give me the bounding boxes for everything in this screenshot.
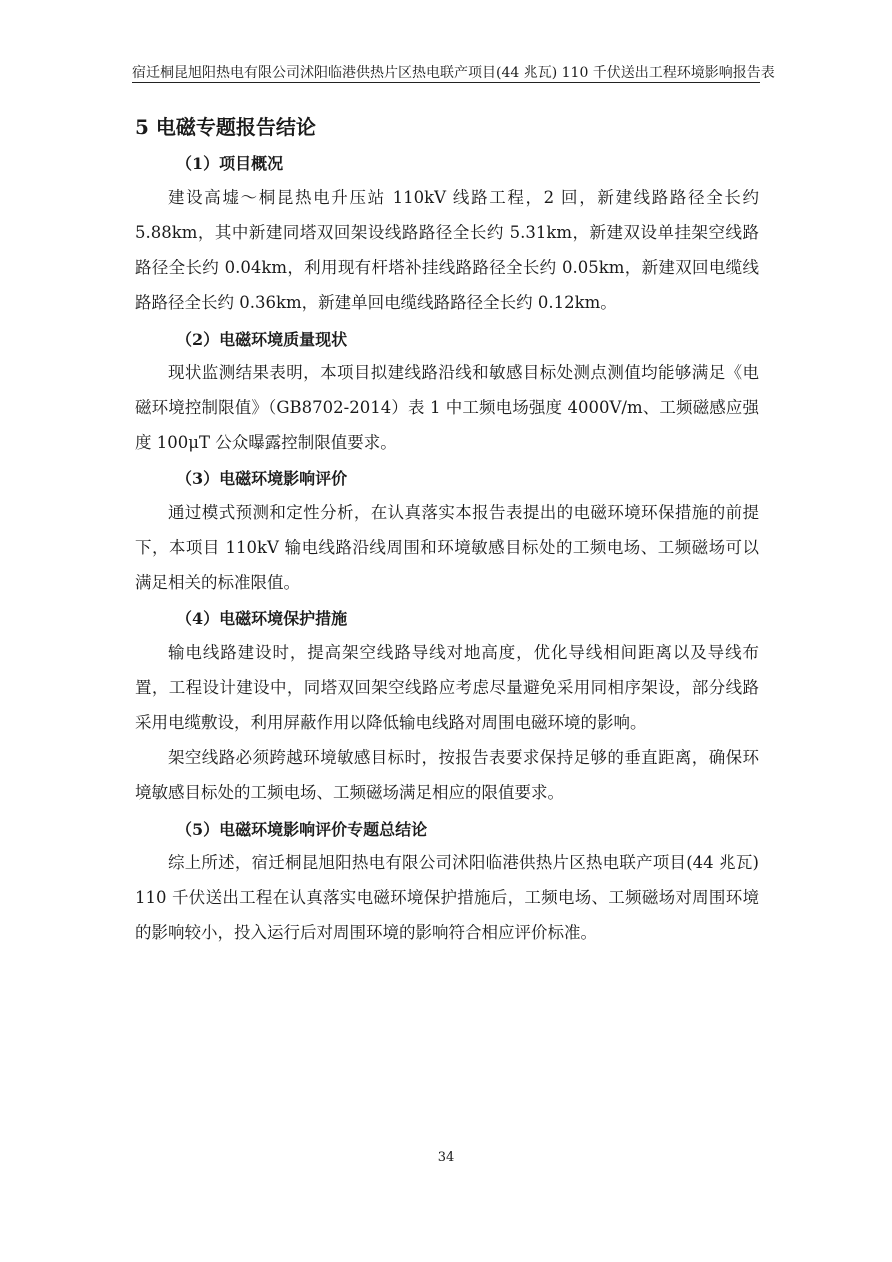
running-header: 宿迁桐昆旭阳热电有限公司沭阳临港供热片区热电联产项目(44 兆瓦) 110 千伏送出工程环境影响报告表 (132, 65, 775, 81)
subsection-heading-project-overview: （1）项目概况 (176, 154, 284, 173)
subsection-heading-overall-conclusion: （5）电磁环境影响评价专题总结论 (176, 820, 428, 839)
paragraph-protection-measures-2: 架空线路必须跨越环境敏感目标时，按报告表要求保持足够的垂直距离，确保环境敏感目标处的工频电场、工频磁场满足相应的限值要求。 (135, 748, 759, 802)
subsection-heading-protection-measures: （4）电磁环境保护措施 (176, 609, 348, 628)
paragraph-protection-measures-1: 输电线路建设时，提高架空线路导线对地高度，优化导线相间距离以及导线布置，工程设计建设中，同塔双回架空线路应考虑尽量避免采用同相序架设，部分线路采用电缆敷设，利用屏蔽作用以降低输电线路对周围电磁环境的影响。 (135, 643, 759, 732)
subsection-heading-impact-assessment: （3）电磁环境影响评价 (176, 469, 348, 488)
header-divider (132, 82, 760, 83)
page-number: 34 (437, 1150, 455, 1165)
paragraph-overall-conclusion: 综上所述，宿迁桐昆旭阳热电有限公司沭阳临港供热片区热电联产项目(44 兆瓦) 110 千伏送出工程在认真落实电磁环境保护措施后，工频电场、工频磁场对周围环境的影响较小，投入运行后对周围环境的影响符合相应评价标准。 (135, 853, 759, 942)
subsection-heading-current-status: （2）电磁环境质量现状 (176, 330, 348, 349)
paragraph-impact-assessment: 通过模式预测和定性分析，在认真落实本报告表提出的电磁环境环保措施的前提下，本项目 110kV 输电线路沿线周围和环境敏感目标处的工频电场、工频磁场可以满足相关的标准限值。 (135, 503, 759, 592)
section-title: 5 电磁专题报告结论 (135, 115, 316, 139)
paragraph-project-overview: 建设高墟～桐昆热电升压站 110kV 线路工程，2 回，新建线路路径全长约 5.88km，其中新建同塔双回架设线路路径全长约 5.31km，新建双设单挂架空线路路径全长约 0.04km，利用现有杆塔补挂线路路径全长约 0.05km，新建双回电缆线路路径全长约 0.36km，新建单回电缆线路路径全长约 0.12km。 (135, 188, 759, 312)
paragraph-current-status: 现状监测结果表明，本项目拟建线路沿线和敏感目标处测点测值均能够满足《电磁环境控制限值》（GB8702-2014）表 1 中工频电场强度 4000V/m、工频磁感应强度 100μT 公众曝露控制限值要求。 (135, 363, 759, 452)
